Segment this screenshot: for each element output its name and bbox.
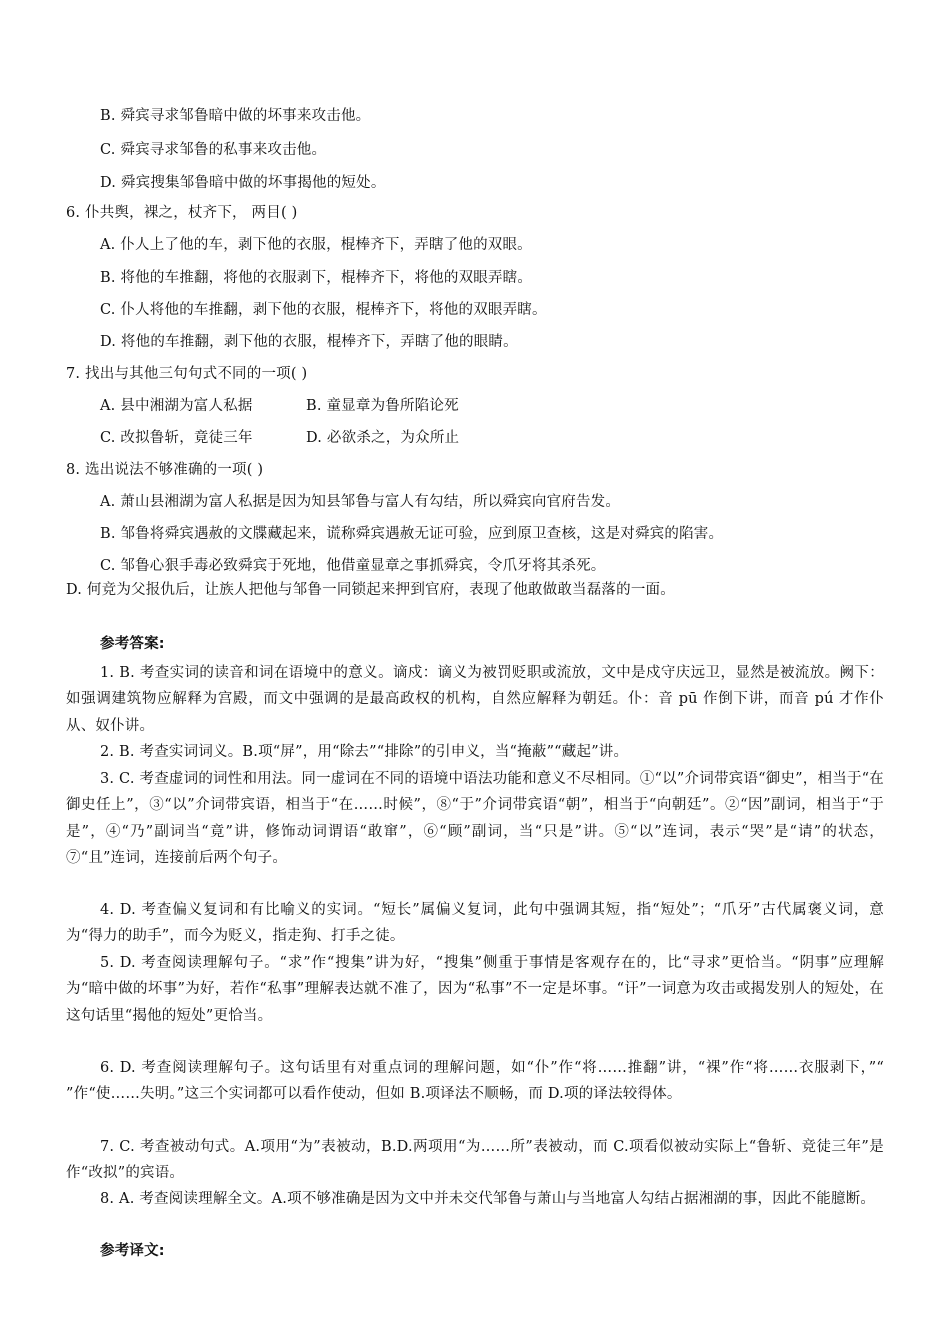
q5-option-b: B. 舜宾寻求邹鲁暗中做的坏事来攻击他。 (100, 108, 371, 124)
q8-option-a: A. 萧山县湘湖为富人私据是因为知县邹鲁与富人有勾结，所以舜宾向官府告发。 (100, 494, 621, 510)
q7-option-d: D. 必欲杀之，为众所止 (306, 430, 460, 446)
q7-options-row-1 (100, 396, 459, 416)
q6-option-a: A. 仆人上了他的车，剥下他的衣服，棍棒齐下，弄瞎了他的双眼。 (100, 237, 532, 253)
q6-option-b: B. 将他的车推翻，将他的衣服剥下，棍棒齐下，将他的双眼弄瞎。 (100, 270, 533, 286)
q7-option-c: C. 改拟鲁斩，竟徒三年 (100, 430, 253, 446)
answer-1: 1. B. 考查实词的读音和词在语境中的意义。谪戍：谪义为被罚贬职或流放，文中是戍守庆远卫，显然是被流放。阙下：如强调建筑物应解释为宫殿，而文中强调的是最高政权的机构，自然应解释为朝廷。仆：音 pū 作倒下讲，而音 pú 才作仆从、奴仆讲。 (66, 665, 884, 734)
q5-option-c: C. 舜宾寻求邹鲁的私事来攻击他。 (100, 142, 327, 158)
q8-option-c: C. 邹鲁心狠手毒必致舜宾于死地，他借童显章之事抓舜宾，令爪牙将其杀死。 (100, 558, 606, 574)
q6-option-c: C. 仆人将他的车推翻，剥下他的衣服，棍棒齐下，将他的双眼弄瞎。 (100, 302, 547, 318)
q5-option-d: D. 舜宾搜集邹鲁暗中做的坏事揭他的短处。 (100, 175, 386, 191)
q8-option-d: D. 何竞为父报仇后，让族人把他与邹鲁一同锁起来押到官府，表现了他敢做敢当磊落的一面。 (66, 582, 675, 598)
q7-options-row-2 (100, 428, 459, 448)
answers-heading: 参考答案: (100, 636, 165, 652)
q6-stem: 6. 仆共舆，裸之，杖齐下， 两目( ) (66, 205, 298, 221)
answer-4: 4. D. 考查偏义复词和有比喻义的实词。“短长”属偏义复词，此句中强调其短，指“短处”；“爪牙”古代属褒义词，意为“得力的助手”，而今为贬义，指走狗、打手之徒。 (66, 902, 884, 945)
q7-stem: 7. 找出与其他三句句式不同的一项( ) (66, 366, 308, 382)
q7-option-b: B. 童显章为鲁所陷论死 (306, 398, 459, 414)
answer-8: 8. A. 考查阅读理解全文。A.项不够准确是因为文中并未交代邹鲁与萧山与当地富人勾结占据湘湖的事，因此不能臆断。 (100, 1191, 876, 1207)
answer-6: 6. D. 考查阅读理解句子。这句话里有对重点词的理解问题，如“仆”作“将……推翻”讲，“裸”作“将……衣服剥下，”“ ”作“使……失明。”这三个实词都可以看作使动，但如 B.项译法不顺畅，而 D.项的译法较得体。 (66, 1060, 884, 1103)
answer-5: 5. D. 考查阅读理解句子。“求”作“搜集”讲为好，“搜集”侧重于事情是客观存在的，比“寻求”更恰当。“阴事”应理解为“暗中做的坏事”为好，若作“私事”理解表达就不准了，因为“私事”不一定是坏事。“讦”一词意为攻击或揭发别人的短处，在这句话里“揭他的短处”更恰当。 (66, 955, 884, 1024)
answer-2: 2. B. 考查实词词义。B.项“屏”，用“除去”“排除”的引申义，当“掩蔽”“藏起”讲。 (100, 744, 629, 760)
q6-option-d: D. 将他的车推翻，剥下他的衣服，棍棒齐下，弄瞎了他的眼睛。 (100, 334, 518, 350)
answer-7: 7. C. 考查被动句式。A.项用“为”表被动，B.D.两项用“为……所”表被动，而 C.项看似被动实际上“鲁斩、竞徒三年”是作“改拟”的宾语。 (66, 1139, 884, 1182)
q7-option-a: A. 县中湘湖为富人私据 (100, 398, 253, 414)
q8-stem: 8. 选出说法不够准确的一项( ) (66, 462, 264, 478)
translation-heading: 参考译文: (100, 1243, 165, 1259)
q8-option-b: B. 邹鲁将舜宾遇赦的文牒藏起来，谎称舜宾遇赦无证可验，应到原卫查核，这是对舜宾的陷害。 (100, 526, 724, 542)
answer-3: 3. C. 考查虚词的词性和用法。同一虚词在不同的语境中语法功能和意义不尽相同。①“以”介词带宾语“御史”，相当于“在御史任上”，③“以”介词带宾语，相当于“在……时候”，⑧“于”介词带宾语“朝”，相当于“向朝廷”。②“因”副词，相当于“于是”，④“乃”副词当“竟”讲，修饰动词谓语“敢窜”，⑥“顾”副词，当“只是”讲。⑤“以”连词，表示“哭”是“请”的状态，⑦“且”连词，连接前后两个句子。 (66, 771, 884, 866)
